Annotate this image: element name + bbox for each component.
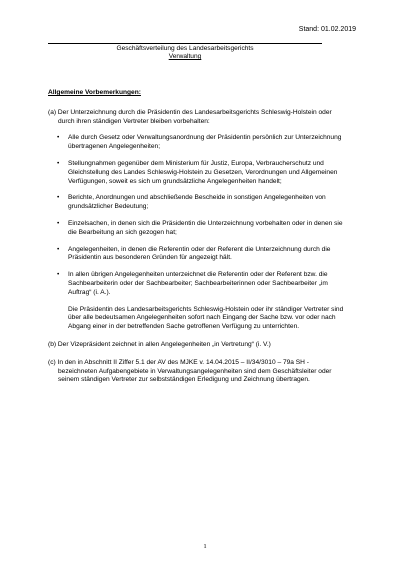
- bullet-icon: •: [57, 134, 60, 142]
- list-item: • Stellungnahmen gegenüber dem Ministerium für Justiz, Europa, Verbraucherschutz und Gleichstellung des Landes Schleswig-Holstein zu Gesetzen, Verordnungen und Allgemeinen Verfügungen, soweit es sich um grundsätzliche Angelegenheiten handelt;: [57, 159, 338, 185]
- paragraph-c: (c) In den in Abschnitt II Ziffer 5.1 der AV des MJKE v. 14.04.2015 – II/34/3010 – 79a SH - bezeichneten Aufgabengebiete in Verwaltungsangelegenheiten sind dem Geschäftsleiter oder seinem ständigen Vertreter zur selbstständigen Erledigung und Zeichnung übertragen.: [48, 358, 332, 384]
- date-stamp: Stand: 01.02.2019: [298, 26, 356, 33]
- list-item: • Angelegenheiten, in denen die Referentin oder der Referent die Unterzeichnung durch die Präsidentin aus besonderen Gründen für angezeigt hält.: [57, 245, 331, 262]
- list-item: • In allen übrigen Angelegenheiten unterzeichnet die Referentin oder der Referent bzw. die Sachbearbeiterin oder der Sachbearbeiter; Sachbearbeiterinnen oder Sachbearbeiter „im Auftrag“ (i. A.).: [57, 271, 328, 296]
- bullet-list: [48, 134, 348, 297]
- bullet-icon: •: [57, 271, 60, 279]
- bullet-icon: •: [57, 219, 60, 227]
- page-number: 1: [203, 543, 207, 550]
- bullet-icon: •: [57, 159, 60, 167]
- document-title: [48, 43, 322, 61]
- paragraph-a: (a) Der Unterzeichnung durch die Präsidentin des Landesarbeitsgerichts Schleswig-Holstein oder durch ihren ständigen Vertreter bleiben vorbehalten:: [48, 108, 332, 125]
- bullet-icon: •: [57, 194, 60, 202]
- paragraph-b: (b) Der Vizepräsident zeichnet in allen Angelegenheiten „in Vertretung“ (i. V.): [48, 340, 271, 348]
- list-item: • Einzelsachen, in denen sich die Präsidentin die Unterzeichnung vorbehalten oder in denen sie die Bearbeitung an sich gezogen hat;: [57, 219, 343, 236]
- title-line-1: Geschäftsverteilung des Landesarbeitsgerichts: [116, 45, 254, 52]
- title-line-2: Verwaltung: [168, 53, 202, 61]
- bullet-icon: •: [57, 245, 60, 253]
- document-body: [48, 89, 348, 385]
- list-item: • Alle durch Gesetz oder Verwaltungsanordnung der Präsidentin persönlich zur Unterzeichnung übertragenen Angelegenheiten;: [57, 134, 342, 151]
- list-item: • Berichte, Anordnungen und abschließende Bescheide in sonstigen Angelegenheiten von grundsätzlicher Bedeutung;: [57, 194, 326, 211]
- section-heading: Allgemeine Vorbemerkungen:: [48, 89, 141, 96]
- notification-paragraph: Die Präsidentin des Landesarbeitsgerichts Schleswig-Holstein oder ihr ständiger Vertreter sind über alle bedeutsamen Angelegenheiten sofort nach Eingang der Sache bzw. vor oder nach Abgang einer in der betreffenden Sache getroffenen Verfügung zu unterrichten.: [68, 305, 344, 331]
